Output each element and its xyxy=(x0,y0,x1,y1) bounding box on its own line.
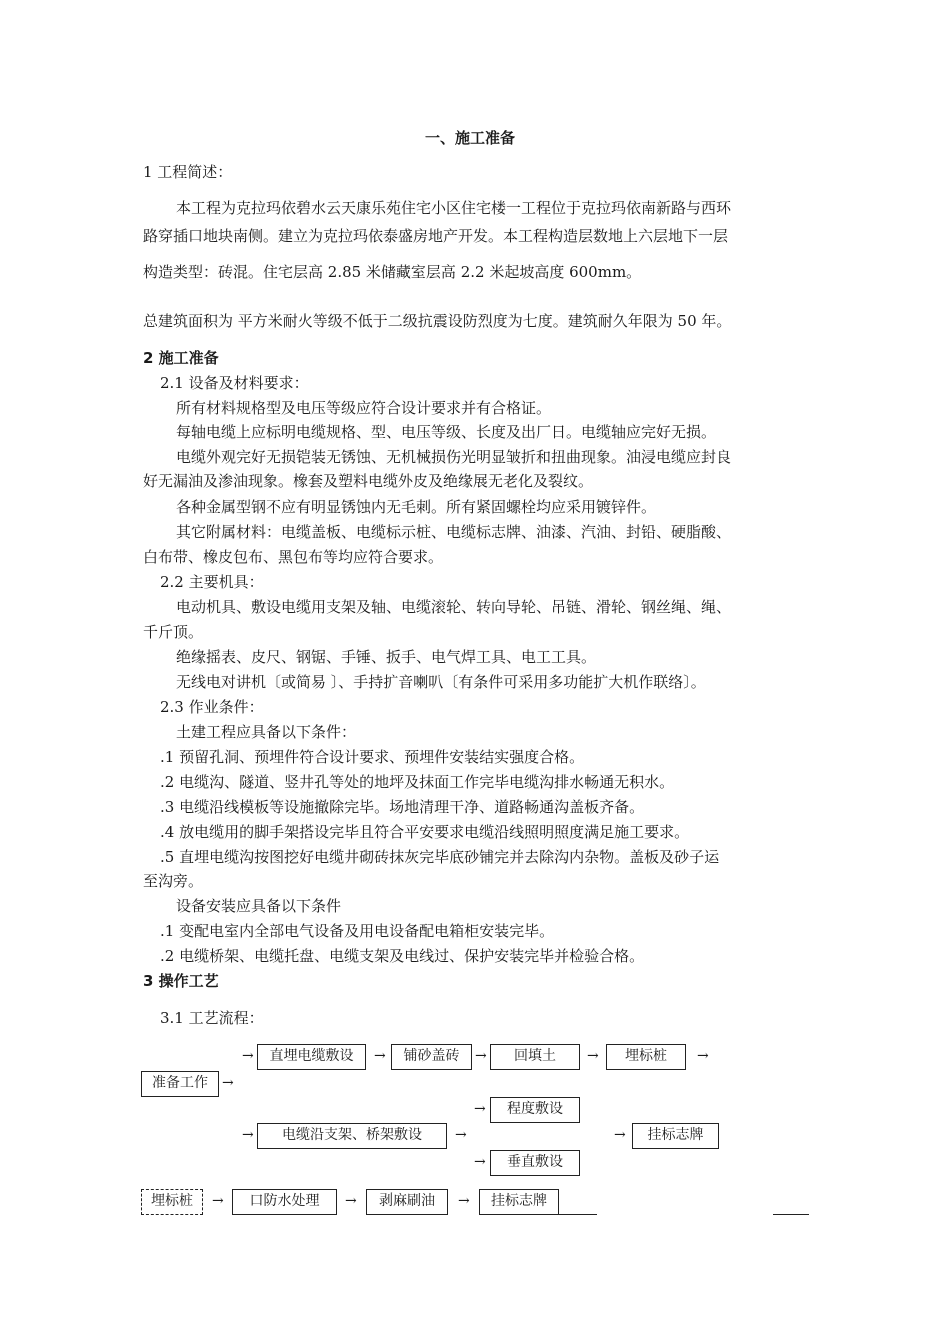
paragraph-line: 设备安装应具备以下条件 xyxy=(176,897,342,915)
list-item: .5 直埋电缆沟按图挖好电缆井砌砖抹灰完毕底砂铺完并去除沟内杂物。盖板及砂子运 xyxy=(160,848,720,866)
paragraph-line: 本工程为克拉玛依碧水云天康乐苑住宅小区住宅楼一工程位于克拉玛依南新路与西环 xyxy=(176,199,732,217)
paragraph-line: 绝缘摇表、皮尺、钢锯、手锤、扳手、电气焊工具、电工工具。 xyxy=(176,648,597,666)
underline-divider xyxy=(773,1214,809,1215)
list-item: .1 预留孔洞、预埋件符合设计要求、预埋件安装结实强度合格。 xyxy=(160,748,585,766)
list-item: .1 变配电室内全部电气设备及用电设备配电箱柜安装完毕。 xyxy=(160,922,555,940)
paragraph-line: 其它附属材料：电缆盖板、电缆标示桩、电缆标志牌、油漆、汽油、封铅、硬脂酸、 xyxy=(176,523,732,541)
flow-box-stake-2: 埋标桩 xyxy=(141,1189,203,1215)
paragraph-line: 路穿插口地块南侧。建立为克拉玛依泰盛房地产开发。本工程构造层数地上六层地下一层 xyxy=(143,227,729,245)
section-1-heading: 1 工程简述： xyxy=(143,163,233,181)
arrow-icon: → xyxy=(475,1048,487,1064)
flow-box-sign-1: 挂标志牌 xyxy=(632,1123,719,1149)
list-item: .3 电缆沿线模板等设施撤除完毕。场地清理干净、道路畅通沟盖板齐备。 xyxy=(160,798,645,816)
subsection-heading: 3.1 工艺流程： xyxy=(160,1009,264,1027)
paragraph-line: 所有材料规格型及电压等级应符合设计要求并有合格证。 xyxy=(176,399,552,417)
paragraph-line: 总建筑面积为 平方米耐火等级不低于二级抗震设防烈度为七度。建筑耐久年限为 50 年。 xyxy=(143,312,732,330)
flow-box-direct: 直埋电缆敷设 xyxy=(257,1044,366,1070)
paragraph-line: 电缆外观完好无损铠装无锈蚀、无机械损伤光明显皱折和扭曲现象。油浸电缆应封良 xyxy=(176,448,732,466)
arrow-icon: → xyxy=(242,1127,254,1143)
arrow-icon: → xyxy=(474,1154,486,1170)
arrow-icon: → xyxy=(345,1193,357,1209)
flow-box-backfill: 回填土 xyxy=(490,1044,580,1070)
arrow-icon: → xyxy=(614,1127,626,1143)
flow-box-waterproof: 口防水处理 xyxy=(232,1189,337,1215)
paragraph-line: 电动机具、敷设电缆用支架及轴、电缆滚轮、转向导轮、吊链、滑轮、钢丝绳、绳、 xyxy=(176,598,732,616)
subsection-heading: 2.1 设备及材料要求： xyxy=(160,374,309,392)
flow-box-sand: 铺砂盖砖 xyxy=(391,1044,472,1070)
paragraph-line: 白布带、橡皮包布、黑包布等均应符合要求。 xyxy=(143,548,444,566)
arrow-icon: → xyxy=(458,1193,470,1209)
arrow-icon: → xyxy=(697,1048,709,1064)
arrow-icon: → xyxy=(222,1075,234,1091)
arrow-icon: → xyxy=(455,1127,467,1143)
paragraph-line: 构造类型：砖混。住宅层高 2.85 米储藏室层高 2.2 米起坡高度 600mm。 xyxy=(143,263,642,281)
arrow-icon: → xyxy=(587,1048,599,1064)
arrow-icon: → xyxy=(242,1048,254,1064)
list-item: .4 放电缆用的脚手架搭设完毕且符合平安要求电缆沿线照明照度满足施工要求。 xyxy=(160,823,690,841)
arrow-icon: → xyxy=(374,1048,386,1064)
page-title: 一、施工准备 xyxy=(425,129,516,147)
section-3-heading: 3 操作工艺 xyxy=(143,972,219,990)
paragraph-line: 每轴电缆上应标明电缆规格、型、电压等级、长度及出厂日。电缆轴应完好无损。 xyxy=(176,423,717,441)
paragraph-line: 无线电对讲机〔或简易 〕、手持扩音喇叭〔有条件可采用多功能扩大机作联络〕。 xyxy=(176,673,706,691)
paragraph-line: 土建工程应具备以下条件： xyxy=(176,723,357,741)
subsection-heading: 2.3 作业条件： xyxy=(160,698,264,716)
flow-box-sign-2: 挂标志牌 xyxy=(479,1189,559,1215)
list-item: .2 电缆沟、隧道、竖井孔等处的地坪及抹面工作完毕电缆沟排水畅通无积水。 xyxy=(160,773,675,791)
flow-box-vertical: 垂直敷设 xyxy=(490,1150,580,1176)
flow-box-level: 程度敷设 xyxy=(490,1097,580,1123)
flow-box-stake-1: 埋标桩 xyxy=(606,1044,686,1070)
underline-divider xyxy=(559,1214,597,1215)
subsection-heading: 2.2 主要机具： xyxy=(160,573,264,591)
paragraph-line: 千斤顶。 xyxy=(143,623,204,641)
arrow-icon: → xyxy=(212,1193,224,1209)
arrow-icon: → xyxy=(474,1101,486,1117)
paragraph-line: 至沟旁。 xyxy=(143,872,204,890)
paragraph-line: 各种金属型钢不应有明显锈蚀内无毛刺。所有紧固螺栓均应采用镀锌件。 xyxy=(176,498,657,516)
flow-box-prep: 准备工作 xyxy=(141,1071,219,1097)
flow-box-bracket: 电缆沿支架、桥架敷设 xyxy=(257,1123,447,1149)
flow-box-paint: 剥麻刷油 xyxy=(366,1189,448,1215)
section-2-heading: 2 施工准备 xyxy=(143,349,219,367)
list-item: .2 电缆桥架、电缆托盘、电缆支架及电线过、保护安装完毕并检验合格。 xyxy=(160,947,645,965)
paragraph-line: 好无漏油及渗油现象。橡套及塑料电缆外皮及绝缘展无老化及裂纹。 xyxy=(143,472,594,490)
